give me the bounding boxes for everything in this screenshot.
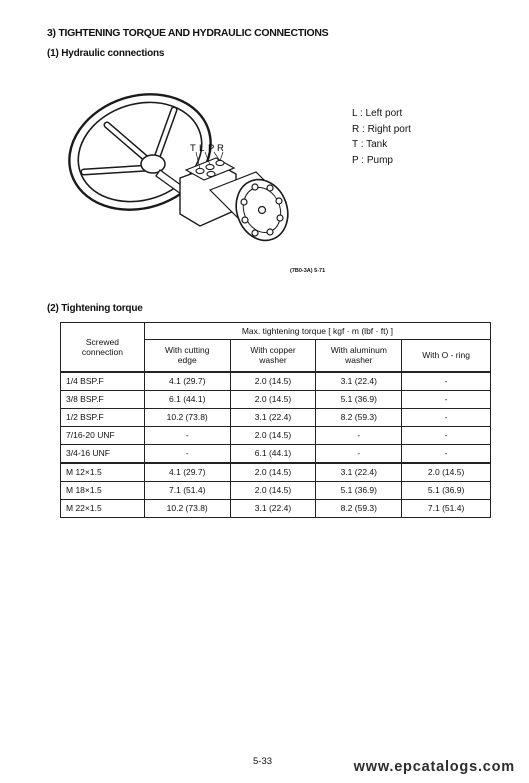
col-header-cutting-edge: With cutting edge [144, 340, 230, 372]
page-number: 5-33 [253, 756, 273, 767]
port-letter-t: T [190, 143, 196, 154]
col-header-o-ring: With O - ring [402, 340, 491, 372]
legend-row-pump: P : Pump [352, 154, 393, 166]
table-row: 3/8 BSP.F 6.1 (44.1) 2.0 (14.5) 5.1 (36.9) - [61, 390, 491, 408]
table-row: M 12×1.5 4.1 (29.7) 2.0 (14.5) 3.1 (22.4) 2.0 (14.5) [61, 463, 491, 482]
table-row: 1/2 BSP.F 10.2 (73.8) 3.1 (22.4) 8.2 (59.3) - [61, 408, 491, 426]
legend-row-left-port: L : Left port [352, 108, 403, 119]
col-header-copper-washer: With copper washer [230, 340, 316, 372]
group-header-max-torque: Max. tightening torque [ kgf · m (lbf · ft) ] [144, 323, 490, 340]
table-row: M 22×1.5 10.2 (73.8) 3.1 (22.4) 8.2 (59.3) 7.1 (51.4) [61, 499, 491, 517]
steering-unit-illustration [60, 70, 360, 280]
port-letter-l: L [199, 143, 205, 154]
port-letter-r: R [217, 143, 224, 154]
table-row: M 18×1.5 7.1 (51.4) 2.0 (14.5) 5.1 (36.9) 5.1 (36.9) [61, 481, 491, 499]
legend-row-right-port: R : Right port [352, 123, 411, 135]
port-letter-p: P [208, 143, 215, 154]
table-row: 1/4 BSP.F 4.1 (29.7) 2.0 (14.5) 3.1 (22.4) - [61, 372, 491, 391]
legend-row-tank: T : Tank [352, 139, 388, 150]
tightening-torque-heading: (2) Tightening torque [47, 303, 143, 314]
table-row: 7/16-20 UNF - 2.0 (14.5) - - [61, 426, 491, 444]
section-title: 3) TIGHTENING TORQUE AND HYDRAULIC CONNECTIONS [47, 27, 329, 39]
port-legend [352, 106, 411, 168]
figure-id: (7B0-3A) 5-71 [290, 268, 326, 274]
hydraulic-connections-heading: (1) Hydraulic connections [47, 48, 165, 59]
col-header-screwed-connection: Screwed connection [61, 323, 145, 372]
watermark: www.epcatalogs.com [353, 759, 515, 775]
tightening-torque-table [60, 322, 491, 518]
col-header-aluminum-washer: With aluminum washer [316, 340, 402, 372]
table-row: 3/4-16 UNF - 6.1 (44.1) - - [61, 444, 491, 463]
